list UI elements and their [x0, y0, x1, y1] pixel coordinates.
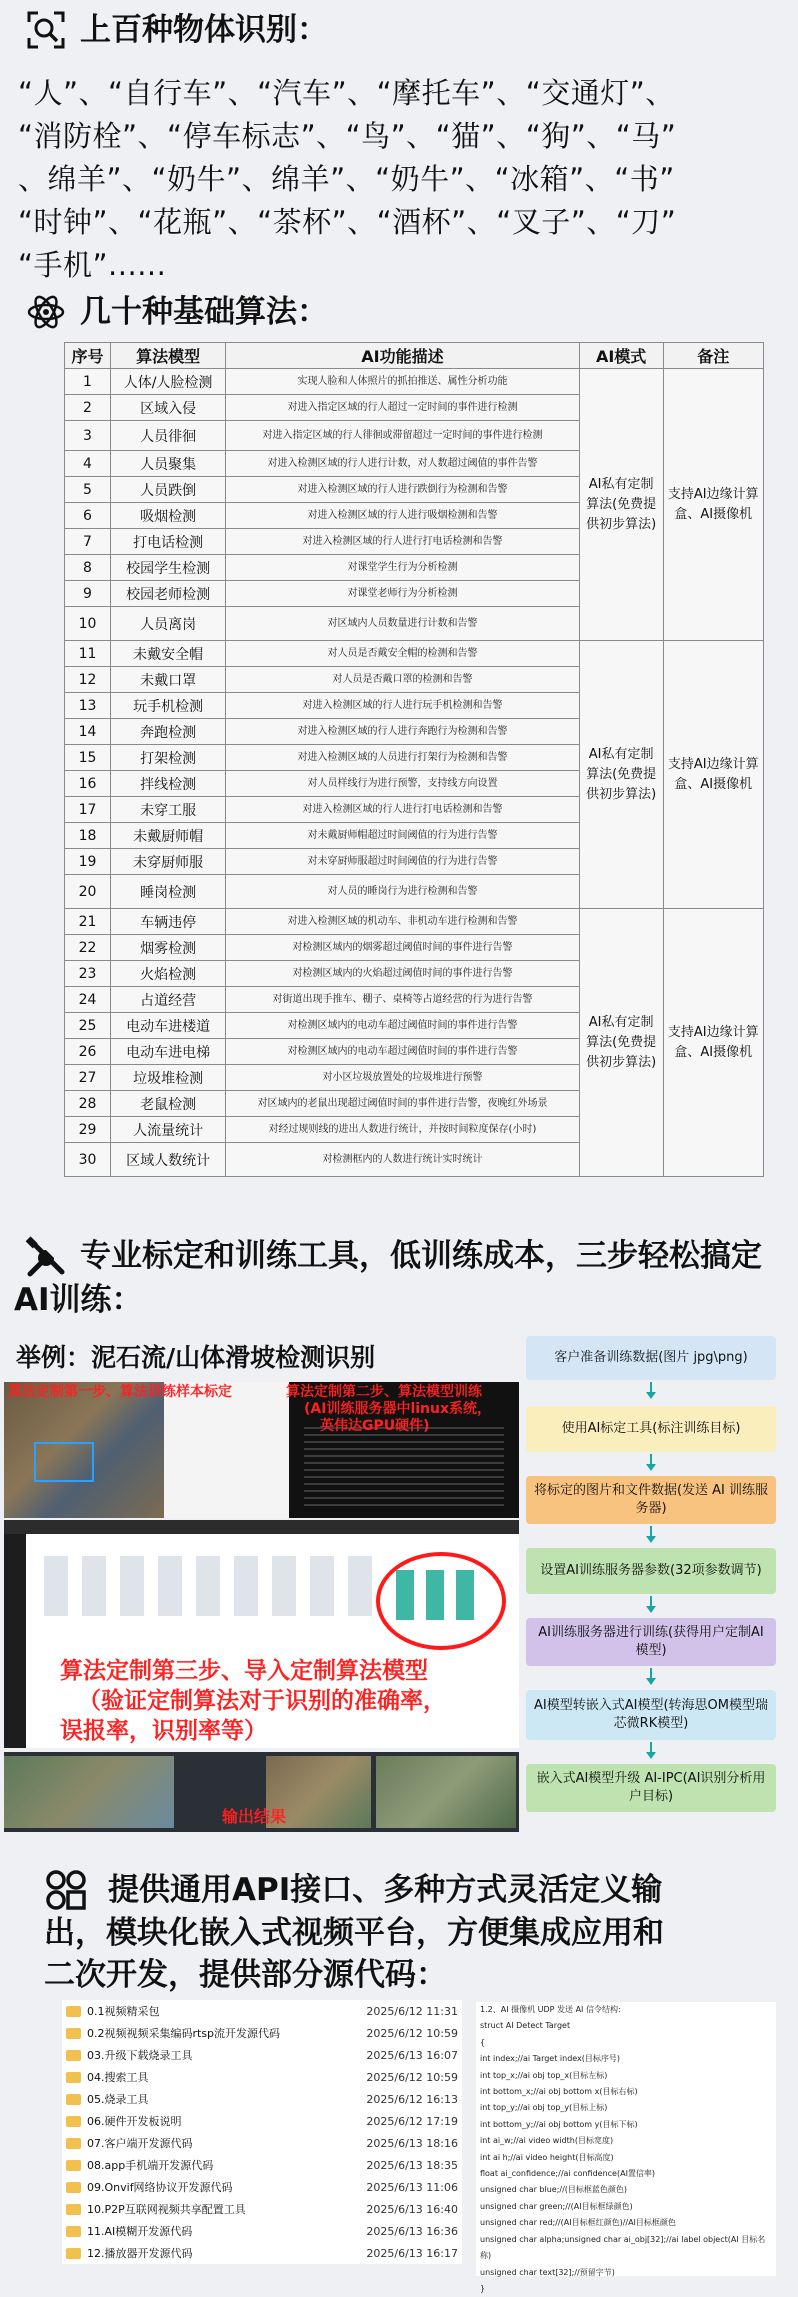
file-list	[62, 2000, 462, 2264]
flow-step: AI模型转嵌入式AI模型(转海思OM模型瑞芯微RK模型)	[526, 1690, 776, 1740]
dock-bar	[4, 1534, 26, 1748]
table-cell-no: 29	[65, 1117, 111, 1143]
step3-label: 误报率，识别率等）	[60, 1718, 267, 1744]
table-cell-name: 未戴厨师帽	[111, 823, 226, 849]
table-cell-desc: 对课堂学生行为分析检测	[226, 555, 580, 581]
table-header: AI功能描述	[226, 343, 580, 369]
table-cell-name: 打架检测	[111, 745, 226, 771]
file-name-group	[66, 2157, 213, 2173]
section-training-heading	[0, 1236, 790, 1280]
file-date: 2025/6/13 11:06	[366, 2180, 458, 2194]
flow-step: 使用AI标定工具(标注训练目标)	[526, 1406, 776, 1452]
model-files	[396, 1570, 486, 1620]
table-cell-no: 4	[65, 451, 111, 477]
table-cell-desc: 对进入检测区域的行人进行打电话检测和告警	[226, 797, 580, 823]
training-flowchart	[526, 1336, 781, 1812]
code-line: int top_x;//ai obj top_x(目标左标)	[480, 2070, 608, 2080]
folder-icon	[66, 2248, 81, 2259]
table-cell-no: 25	[65, 1013, 111, 1039]
table-cell-no: 17	[65, 797, 111, 823]
code-line: int ai h;//ai video height(目标高度)	[480, 2152, 614, 2162]
folder-icon	[66, 2138, 81, 2149]
table-cell-no: 28	[65, 1091, 111, 1117]
file-name: 11.AI模糊开发源代码	[87, 2225, 193, 2238]
table-cell-mode: AI私有定制算法(免费提供初步算法)	[579, 369, 663, 641]
file-name: 12.播放器开发源代码	[87, 2247, 193, 2260]
table-cell-no: 30	[65, 1143, 111, 1177]
code-line: {	[480, 2037, 486, 2047]
output-result-screenshot	[4, 1752, 519, 1832]
file-name-group	[66, 2201, 246, 2217]
step1-label: 算法定制第一步、算法训练样本标定	[8, 1384, 232, 1400]
file-date: 2025/6/12 10:59	[366, 2026, 458, 2040]
table-cell-desc: 对课堂老师行为分析检测	[226, 581, 580, 607]
table-cell-no: 6	[65, 503, 111, 529]
code-line: unsigned char red;//(AI目标框红颜色)//AI目标框颜色	[480, 2218, 676, 2228]
table-cell-name: 未穿工服	[111, 797, 226, 823]
section-training	[0, 1236, 790, 1320]
table-cell-name: 人体/人脸检测	[111, 369, 226, 395]
table-cell-desc: 对街道出现手推车、棚子、桌椅等占道经营的行为进行告警	[226, 987, 580, 1013]
code-snippet	[476, 2002, 776, 2293]
annotation-box	[34, 1442, 94, 1482]
list-item[interactable]	[62, 2154, 462, 2176]
table-cell-no: 2	[65, 395, 111, 421]
table-cell-desc: 对人员是否戴安全帽的检测和告警	[226, 641, 580, 667]
tools-icon	[24, 1236, 68, 1280]
code-line: float ai_confidence;//ai confidence(AI置信率)	[480, 2169, 656, 2179]
table-cell-name: 电动车进电梯	[111, 1039, 226, 1065]
file-name-group	[66, 2179, 233, 2195]
section-api-title	[44, 1868, 764, 1996]
section-training-title-line: AI训练：	[14, 1282, 143, 1318]
flow-step: 客户准备训练数据(图片 jpg\png)	[526, 1336, 776, 1380]
table-cell-desc: 对进入检测区域的机动车、非机动车进行检测和告警	[226, 909, 580, 935]
file-name-group	[66, 2003, 160, 2019]
code-line: int bottom_y;//ai obj bottom y(目标下标)	[480, 2119, 638, 2129]
list-item[interactable]	[62, 2198, 462, 2220]
table-cell-no: 16	[65, 771, 111, 797]
table-cell-name: 未戴口罩	[111, 667, 226, 693]
object-list	[18, 72, 798, 287]
section-api-title-line: 出，模块化嵌入式视频平台，方便集成应用和	[44, 1915, 664, 1951]
arrow-down-icon	[526, 1524, 776, 1548]
table-cell-note: 支持AI边缘计算盒、AI摄像机	[663, 641, 764, 909]
code-line: unsigned char alpha;unsigned char ai_obj[32];//ai label object(AI 目标名称)	[480, 2234, 766, 2261]
folder-icon	[66, 2204, 81, 2215]
section-objects-title: 上百种物体识别：	[80, 12, 328, 48]
table-cell-no: 1	[65, 369, 111, 395]
file-date: 2025/6/13 18:16	[366, 2136, 458, 2150]
example-title: 举例：泥石流/山体滑坡检测识别	[16, 1343, 376, 1372]
file-icons	[44, 1556, 374, 1616]
section-api-title-line: 二次开发，提供部分源代码：	[44, 1957, 447, 1993]
file-name: 0.1视频精采包	[87, 2005, 160, 2018]
table-cell-no: 22	[65, 935, 111, 961]
code-line: int ai_w;//ai video width(目标宽度)	[480, 2136, 614, 2146]
table-cell-desc: 对进入检测区域的行人进行计数，对人数超过阈值的事件告警	[226, 451, 580, 477]
table-cell-desc: 对人员的睡岗行为进行检测和告警	[226, 875, 580, 909]
table-cell-name: 人员徘徊	[111, 421, 226, 451]
result-frame	[4, 1756, 174, 1828]
table-header-row	[65, 343, 764, 369]
table-header: AI模式	[579, 343, 663, 369]
file-date: 2025/6/13 16:07	[366, 2048, 458, 2062]
folder-icon	[66, 2116, 81, 2127]
section-training-title	[80, 1236, 762, 1276]
code-line: 1.2、AI 摄像机 UDP 发送 AI 信令结构:	[480, 2005, 621, 2014]
modules-icon	[44, 1868, 88, 1912]
step2-label: 算法定制第二步、算法模型训练	[286, 1384, 482, 1400]
table-cell-desc: 对进入指定区域的行人超过一定时间的事件进行检测	[226, 395, 580, 421]
folder-icon	[66, 2182, 81, 2193]
table-cell-no: 15	[65, 745, 111, 771]
flow-step: 嵌入式AI模型升级 AI-IPC(AI识别分析用户目标)	[526, 1764, 776, 1812]
table-cell-desc: 对经过规则线的进出人数进行统计，并按时间粒度保存(小时)	[226, 1117, 580, 1143]
table-cell-desc: 对检测区域内的火焰超过阈值时间的事件进行告警	[226, 961, 580, 987]
table-cell-no: 19	[65, 849, 111, 875]
list-item[interactable]	[62, 2044, 462, 2066]
file-name: 09.Onvif网络协议开发源代码	[87, 2181, 233, 2194]
file-name-group	[66, 2091, 149, 2107]
code-line: unsigned char green;//(AI目标框绿颜色)	[480, 2201, 633, 2211]
annotation-tool-screenshot	[4, 1382, 519, 1518]
step2-label: 英伟达GPU硬件)	[320, 1418, 430, 1434]
table-cell-desc: 对人员是否戴口罩的检测和告警	[226, 667, 580, 693]
section-objects-heading	[0, 8, 790, 52]
algorithm-table-body	[65, 369, 764, 1177]
table-cell-desc: 对人员样线行为进行预警，支持线方向设置	[226, 771, 580, 797]
table-cell-name: 奔跑检测	[111, 719, 226, 745]
table-cell-no: 11	[65, 641, 111, 667]
list-item[interactable]	[62, 2176, 462, 2198]
file-date: 2025/6/13 16:36	[366, 2224, 458, 2238]
table-cell-note: 支持AI边缘计算盒、AI摄像机	[663, 909, 764, 1177]
arrow-down-icon	[526, 1380, 776, 1406]
table-cell-no: 7	[65, 529, 111, 555]
code-line: int bottom_x;//ai obj bottom x(目标右标)	[480, 2087, 638, 2097]
table-cell-mode: AI私有定制算法(免费提供初步算法)	[579, 909, 663, 1177]
table-cell-desc: 对区域内人员数量进行计数和告警	[226, 607, 580, 641]
code-line: unsigned char text[32];//预留字节)	[480, 2267, 615, 2277]
section-algorithms-heading	[0, 290, 790, 334]
table-cell-name: 人员离岗	[111, 607, 226, 641]
search-icon	[24, 8, 68, 52]
table-cell-name: 区域入侵	[111, 395, 226, 421]
table-cell-no: 5	[65, 477, 111, 503]
file-name-group	[66, 2245, 193, 2261]
table-cell-desc: 对进入检测区域的行人进行玩手机检测和告警	[226, 693, 580, 719]
table-cell-name: 人员聚集	[111, 451, 226, 477]
section-algorithms-title: 几十种基础算法：	[80, 294, 328, 330]
table-cell-name: 吸烟检测	[111, 503, 226, 529]
list-item[interactable]	[62, 2022, 462, 2044]
annotation-panel	[164, 1382, 289, 1518]
file-name-group	[66, 2069, 149, 2085]
folder-icon	[66, 2072, 81, 2083]
list-item[interactable]	[62, 2110, 462, 2132]
file-date: 2025/6/12 11:31	[366, 2004, 458, 2018]
file-date: 2025/6/12 17:19	[366, 2114, 458, 2128]
file-date: 2025/6/13 18:35	[366, 2158, 458, 2172]
folder-icon	[66, 2160, 81, 2171]
table-cell-no: 14	[65, 719, 111, 745]
list-item[interactable]	[62, 2066, 462, 2088]
file-name-group	[66, 2025, 280, 2041]
file-name: 10.P2P互联网视频共享配置工具	[87, 2203, 246, 2216]
table-cell-no: 24	[65, 987, 111, 1013]
list-item[interactable]	[62, 2088, 462, 2110]
output-label: 输出结果	[222, 1807, 287, 1826]
table-cell-name: 未戴安全帽	[111, 641, 226, 667]
file-date: 2025/6/13 16:40	[366, 2202, 458, 2216]
file-name-group	[66, 2223, 192, 2239]
section-api	[44, 1868, 764, 1996]
table-cell-note: 支持AI边缘计算盒、AI摄像机	[663, 369, 764, 641]
arrow-down-icon	[526, 1666, 776, 1690]
file-name-group	[66, 2047, 193, 2063]
model-import-screenshot	[4, 1520, 519, 1748]
folder-icon	[66, 2028, 81, 2039]
object-line: 、绵羊”、“奶牛”、绵羊”、“奶牛”、“冰箱”、“书”	[18, 162, 675, 196]
section-api-title-line: 提供通用API接口、多种方式灵活定义输	[108, 1872, 663, 1908]
table-cell-name: 校园老师检测	[111, 581, 226, 607]
table-cell-name: 人流量统计	[111, 1117, 226, 1143]
object-line: “消防栓”、“停车标志”、“鸟”、“猫”、“狗”、“马”	[18, 119, 677, 153]
table-cell-desc: 对未穿厨师服超过时间阈值的行为进行告警	[226, 849, 580, 875]
list-item[interactable]	[62, 2132, 462, 2154]
table-cell-desc: 对进入指定区域的行人徘徊或滞留超过一定时间的事件进行检测	[226, 421, 580, 451]
table-cell-mode: AI私有定制算法(免费提供初步算法)	[579, 641, 663, 909]
table-cell-name: 老鼠检测	[111, 1091, 226, 1117]
step2-label: (AI训练服务器中linux系统，	[304, 1401, 492, 1417]
atom-icon	[24, 290, 68, 334]
code-line: struct AI Detect Target	[480, 2021, 571, 2031]
table-cell-desc: 对进入检测区域的行人进行打电话检测和告警	[226, 529, 580, 555]
table-cell-desc: 对检测框内的人数进行统计实时统计	[226, 1143, 580, 1177]
table-cell-no: 12	[65, 667, 111, 693]
table-cell-name: 校园学生检测	[111, 555, 226, 581]
folder-icon	[66, 2006, 81, 2017]
file-name: 06.硬件开发板说明	[87, 2115, 182, 2128]
table-cell-no: 10	[65, 607, 111, 641]
step3-label: 算法定制第三步、导入定制算法模型	[60, 1658, 428, 1684]
table-cell-desc: 对小区垃圾放置处的垃圾堆进行预警	[226, 1065, 580, 1091]
table-cell-name: 车辆违停	[111, 909, 226, 935]
section-objects	[0, 8, 790, 52]
file-date: 2025/6/13 16:17	[366, 2246, 458, 2260]
flow-step: 设置AI训练服务器参数(32项参数调节)	[526, 1548, 776, 1594]
table-cell-no: 21	[65, 909, 111, 935]
table-cell-desc: 对检测区域内的烟雾超过阈值时间的事件进行告警	[226, 935, 580, 961]
result-frame	[376, 1756, 516, 1828]
table-cell-name: 火焰检测	[111, 961, 226, 987]
code-line: }	[480, 2283, 486, 2293]
table-cell-desc: 实现人脸和人体照片的抓拍推送、属性分析功能	[226, 369, 580, 395]
file-name: 04.搜索工具	[87, 2071, 149, 2084]
table-cell-desc: 对检测区域内的电动车超过阈值时间的事件进行告警	[226, 1013, 580, 1039]
table-cell-no: 3	[65, 421, 111, 451]
list-item[interactable]	[62, 2220, 462, 2242]
file-name: 07.客户端开发源代码	[87, 2137, 193, 2150]
table-cell-desc: 对进入检测区域的人员进行打架行为检测和告警	[226, 745, 580, 771]
code-line: unsigned char blue;//(目标框蓝色颜色)	[480, 2185, 628, 2195]
file-date: 2025/6/12 10:59	[366, 2070, 458, 2084]
table-cell-name: 烟雾检测	[111, 935, 226, 961]
table-row	[65, 369, 764, 395]
table-cell-name: 未穿厨师服	[111, 849, 226, 875]
table-cell-desc: 对检测区域内的电动车超过阈值时间的事件进行告警	[226, 1039, 580, 1065]
arrow-down-icon	[526, 1594, 776, 1618]
table-cell-desc: 对未戴厨师帽超过时间阈值的行为进行告警	[226, 823, 580, 849]
table-cell-no: 27	[65, 1065, 111, 1091]
file-name: 05.烧录工具	[87, 2093, 149, 2106]
table-cell-no: 18	[65, 823, 111, 849]
table-cell-name: 睡岗检测	[111, 875, 226, 909]
table-cell-name: 区域人数统计	[111, 1143, 226, 1177]
table-cell-no: 20	[65, 875, 111, 909]
window-titlebar	[4, 1520, 519, 1534]
table-cell-desc: 对进入检测区域的行人进行吸烟检测和告警	[226, 503, 580, 529]
table-cell-name: 占道经营	[111, 987, 226, 1013]
table-cell-name: 玩手机检测	[111, 693, 226, 719]
file-name-group	[66, 2135, 193, 2151]
list-item[interactable]	[62, 2000, 462, 2022]
table-header: 备注	[663, 343, 764, 369]
table-header: 序号	[65, 343, 111, 369]
object-line: “时钟”、“花瓶”、“茶杯”、“酒杯”、“叉子”、“刀”	[18, 205, 677, 239]
folder-icon	[66, 2226, 81, 2237]
section-training-title-line: 专业标定和训练工具，低训练成本，三步轻松搞定	[80, 1238, 762, 1274]
arrow-down-icon	[526, 1740, 776, 1764]
file-name-group	[66, 2113, 182, 2129]
code-line: int index;//ai Target index(目标序号)	[480, 2054, 621, 2064]
table-cell-desc: 对进入检测区域的行人进行奔跑行为检测和告警	[226, 719, 580, 745]
file-date: 2025/6/12 16:13	[366, 2092, 458, 2106]
table-row	[65, 909, 764, 935]
table-cell-desc: 对区域内的老鼠出现超过阈值时间的事件进行告警，夜晚红外场景	[226, 1091, 580, 1117]
folder-icon	[66, 2050, 81, 2061]
table-cell-no: 23	[65, 961, 111, 987]
table-header: 算法模型	[111, 343, 226, 369]
table-cell-no: 13	[65, 693, 111, 719]
table-cell-name: 人员跌倒	[111, 477, 226, 503]
table-cell-no: 26	[65, 1039, 111, 1065]
table-cell-no: 8	[65, 555, 111, 581]
table-cell-name: 垃圾堆检测	[111, 1065, 226, 1091]
object-line: “手机”......	[18, 248, 167, 282]
table-cell-desc: 对进入检测区域的行人进行跌倒行为检测和告警	[226, 477, 580, 503]
flow-step: 将标定的图片和文件数据(发送 AI 训练服务器)	[526, 1476, 776, 1524]
file-name: 0.2视频视频采集编码rtsp流开发源代码	[87, 2027, 281, 2040]
code-line: int top_y;//ai obj top_y(目标上标)	[480, 2103, 608, 2113]
list-item[interactable]	[62, 2242, 462, 2264]
table-cell-name: 电动车进楼道	[111, 1013, 226, 1039]
arrow-down-icon	[526, 1452, 776, 1476]
section-algorithms	[0, 290, 790, 334]
flow-step: AI训练服务器进行训练(获得用户定制AI 模型)	[526, 1618, 776, 1666]
table-cell-name: 拌线检测	[111, 771, 226, 797]
step3-label: （验证定制算法对于识别的准确率，	[78, 1688, 446, 1714]
file-name: 03.升级下载烧录工具	[87, 2049, 193, 2062]
table-cell-name: 打电话检测	[111, 529, 226, 555]
folder-icon	[66, 2094, 81, 2105]
file-name: 08.app手机端开发源代码	[87, 2159, 214, 2172]
object-line: “人”、“自行车”、“汽车”、“摩托车”、“交通灯”、	[18, 76, 675, 110]
table-row	[65, 641, 764, 667]
table-cell-no: 9	[65, 581, 111, 607]
algorithm-table	[64, 342, 764, 1177]
